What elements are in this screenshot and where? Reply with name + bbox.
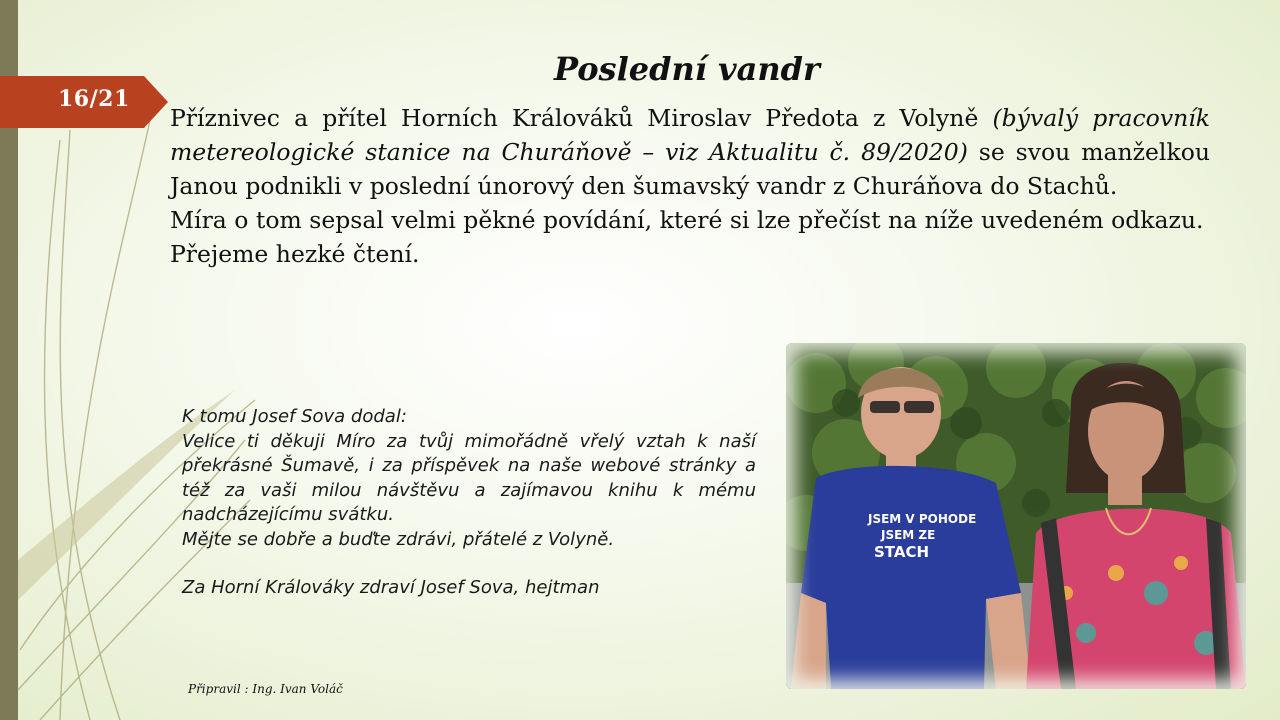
shirt-text-3: STACH	[874, 543, 930, 561]
prepared-by: Připravil : Ing. Ivan Voláč	[188, 682, 343, 696]
quote-block	[182, 405, 756, 601]
paragraph-2: Míra o tom sepsal velmi pěkné povídání, které si lze přečíst na níže uvedeném odkazu.	[170, 206, 1204, 234]
shirt-text-2: JSEM ZE	[881, 528, 936, 542]
quote-signature: Za Horní Králováky zdraví Josef Sova, hejtman	[182, 577, 600, 598]
quote-intro: K tomu Josef Sova dodal:	[182, 406, 407, 427]
paragraph-3: Přejeme hezké čtení.	[170, 240, 420, 268]
paragraph-1: Příznivec a přítel Horních Králováků Miroslav Předota z Volyně (bývalý pracovník metereologické stanice na Churáňově – viz Aktualitu č. 89/2020) se svou manželkou Janou podnikli v poslední únorový den šumavský vandr z Churáňova do Stachů.	[170, 104, 1210, 200]
main-text-block	[170, 101, 1210, 271]
quote-body: Velice ti děkuji Míro za tvůj mimořádně vřelý vztah k naší překrásné Šumavě, i za příspěvek na naše webové stránky a též za vaši milou návštěvu a zajímavou knihu k mému nadcházejícímu svátku.	[182, 430, 756, 525]
photo-couple	[786, 343, 1246, 689]
slide-title: Poslední vandr	[554, 50, 820, 88]
quote-wishes: Mějte se dobře a buďte zdrávi, přátelé z Volyně.	[182, 528, 615, 550]
shirt-text-1: JSEM V POHODE	[868, 512, 977, 526]
page-number: 16/21	[58, 86, 130, 112]
